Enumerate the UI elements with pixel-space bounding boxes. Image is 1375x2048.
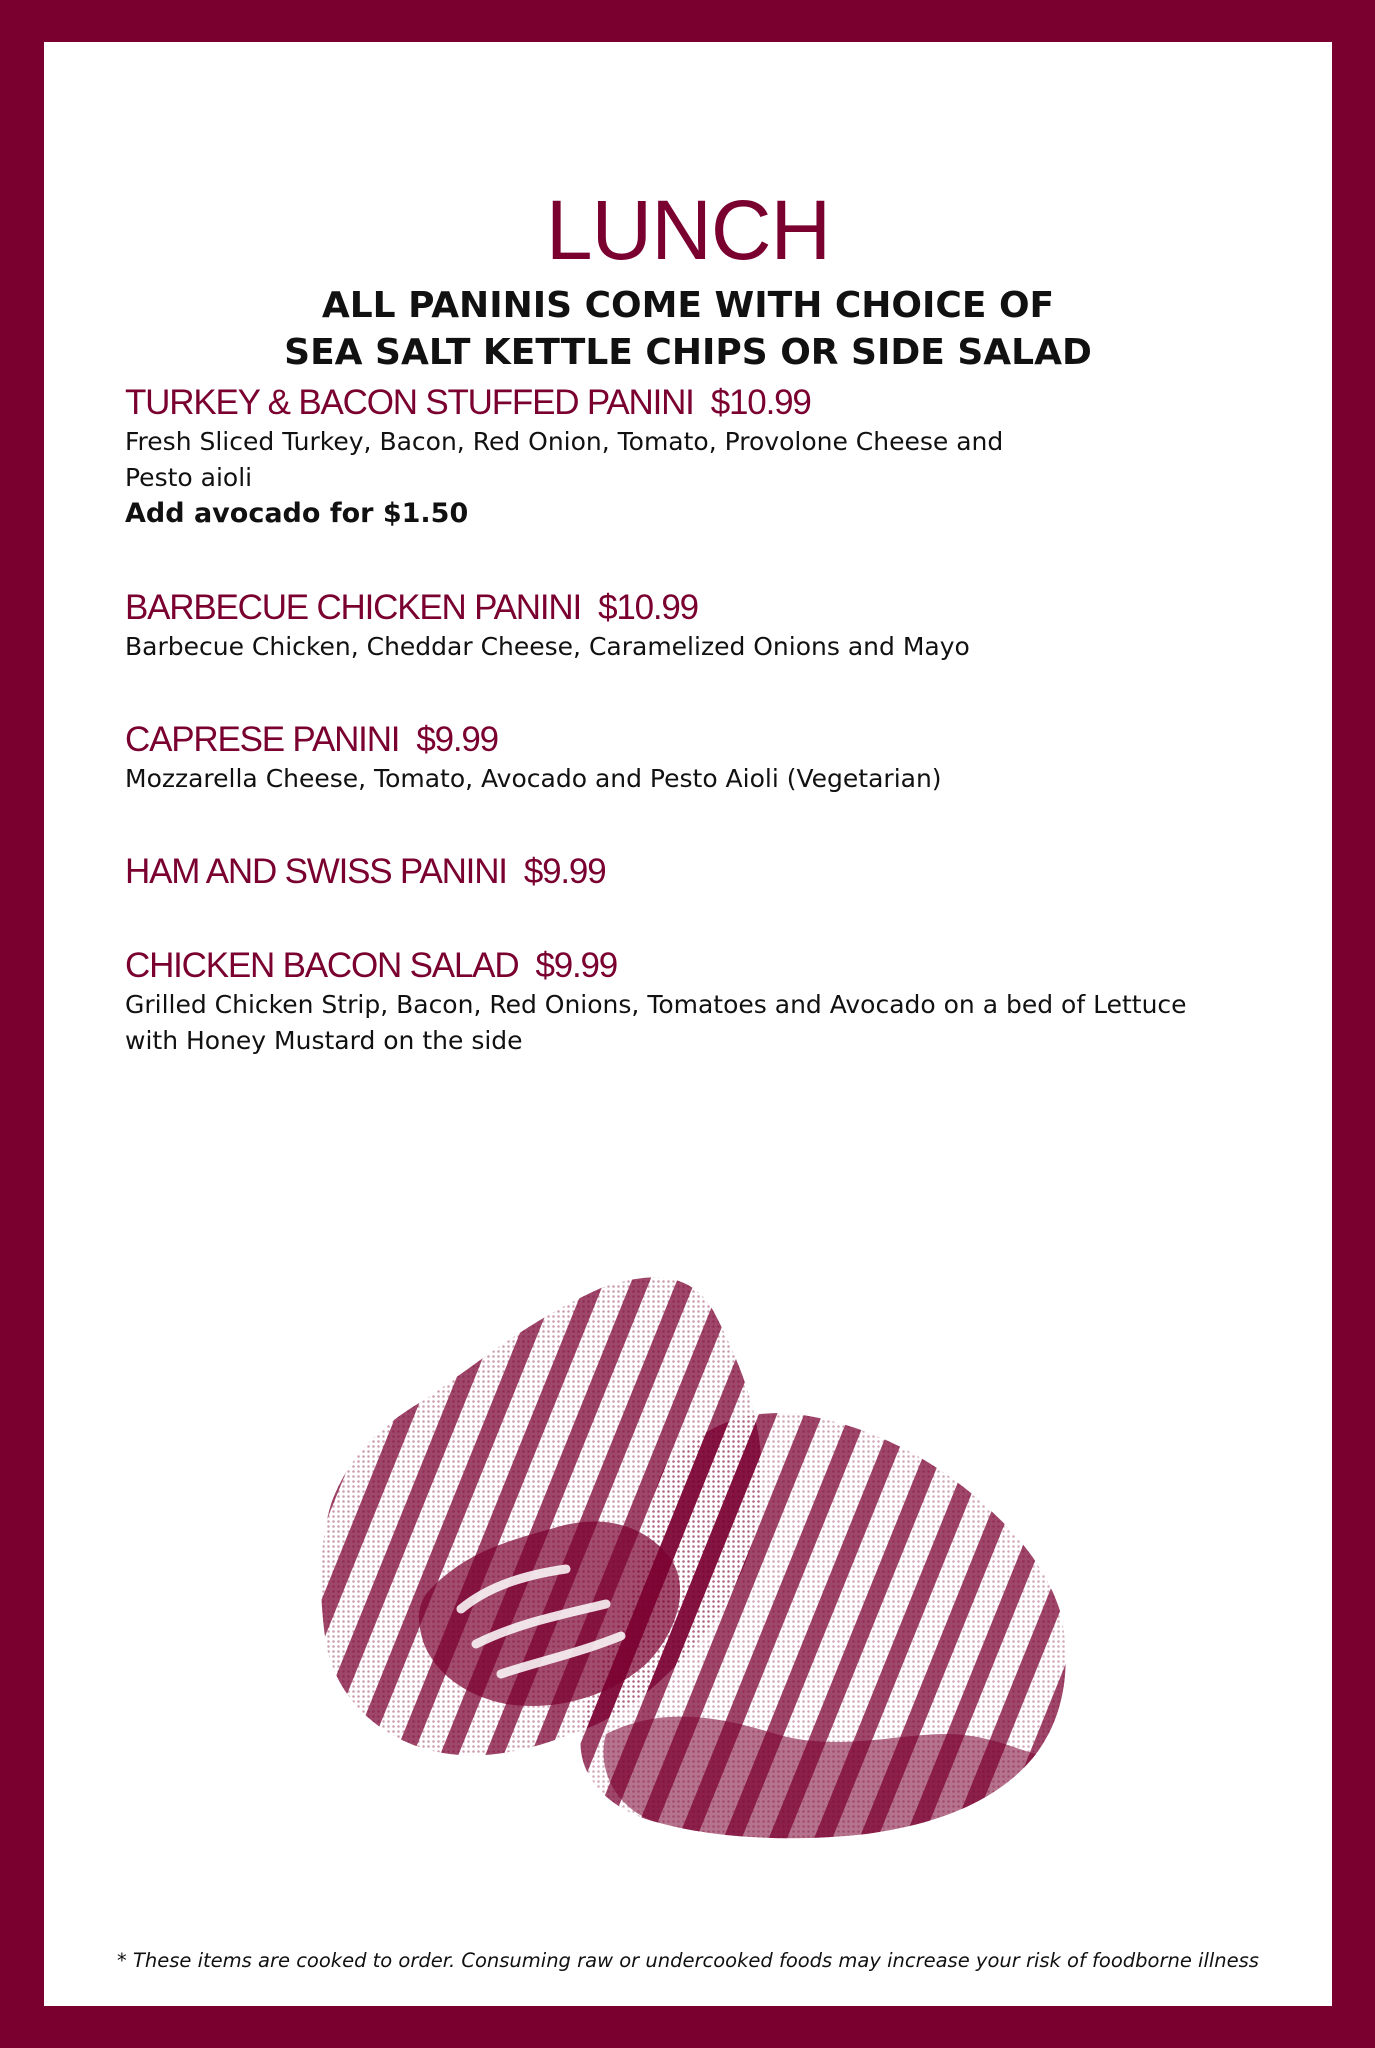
menu-item-description: Barbecue Chicken, Cheddar Cheese, Caramelized Onions and Mayo	[125, 632, 970, 661]
menu-item-caprese-panini	[125, 719, 1285, 797]
menu-item-description: Mozzarella Cheese, Tomato, Avocado and Pesto Aioli (Vegetarian)	[125, 764, 942, 793]
menu-item-price: $9.99	[523, 852, 606, 891]
panini-sandwich-illustration-icon	[276, 1264, 1086, 1884]
menu-item-name: TURKEY & BACON STUFFED PANINI	[125, 383, 694, 422]
menu-item-heading	[125, 719, 1285, 761]
subtitle-line: SEA SALT KETTLE CHIPS OR SIDE SALAD	[284, 332, 1092, 373]
menu-item-description: with Honey Mustard on the side	[125, 1026, 523, 1055]
menu-title: LUNCH	[545, 183, 831, 277]
menu-item-name: CAPRESE PANINI	[125, 720, 400, 759]
menu-item-price: $9.99	[416, 720, 498, 759]
menu-item-turkey-bacon-panini	[125, 382, 1285, 532]
menu-item-description: Fresh Sliced Turkey, Bacon, Red Onion, Tomato, Provolone Cheese and	[125, 427, 1004, 456]
subtitle-line: ALL PANINIS COME WITH CHOICE OF	[321, 285, 1055, 326]
menu-page	[44, 42, 1332, 2006]
menu-item-name: BARBECUE CHICKEN PANINI	[125, 588, 582, 627]
menu-item-name: HAM AND SWISS PANINI	[125, 852, 507, 891]
menu-item-heading	[125, 945, 1285, 987]
menu-item-description: Grilled Chicken Strip, Bacon, Red Onions, Tomatoes and Avocado on a bed of Lettuce	[125, 990, 1187, 1019]
menu-item-description: Pesto aioli	[125, 463, 253, 492]
menu-item-ham-swiss-panini	[125, 851, 1285, 893]
menu-item-heading	[125, 382, 1285, 424]
menu-item-heading	[125, 587, 1285, 629]
menu-item-price: $10.99	[598, 588, 698, 627]
menu-item-name: CHICKEN BACON SALAD	[125, 946, 519, 985]
menu-item-heading	[125, 851, 1285, 893]
footnote: * These items are cooked to order. Consuming raw or undercooked foods may increase your risk of foodborne illness	[117, 1949, 1259, 1972]
menu-item-price: $9.99	[535, 946, 618, 985]
menu-subtitle	[44, 282, 1332, 376]
menu-item-addon: Add avocado for $1.50	[125, 498, 469, 529]
menu-item-price: $10.99	[710, 383, 811, 422]
menu-item-chicken-bacon-salad	[125, 945, 1285, 1059]
menu-item-barbecue-chicken-panini	[125, 587, 1285, 665]
